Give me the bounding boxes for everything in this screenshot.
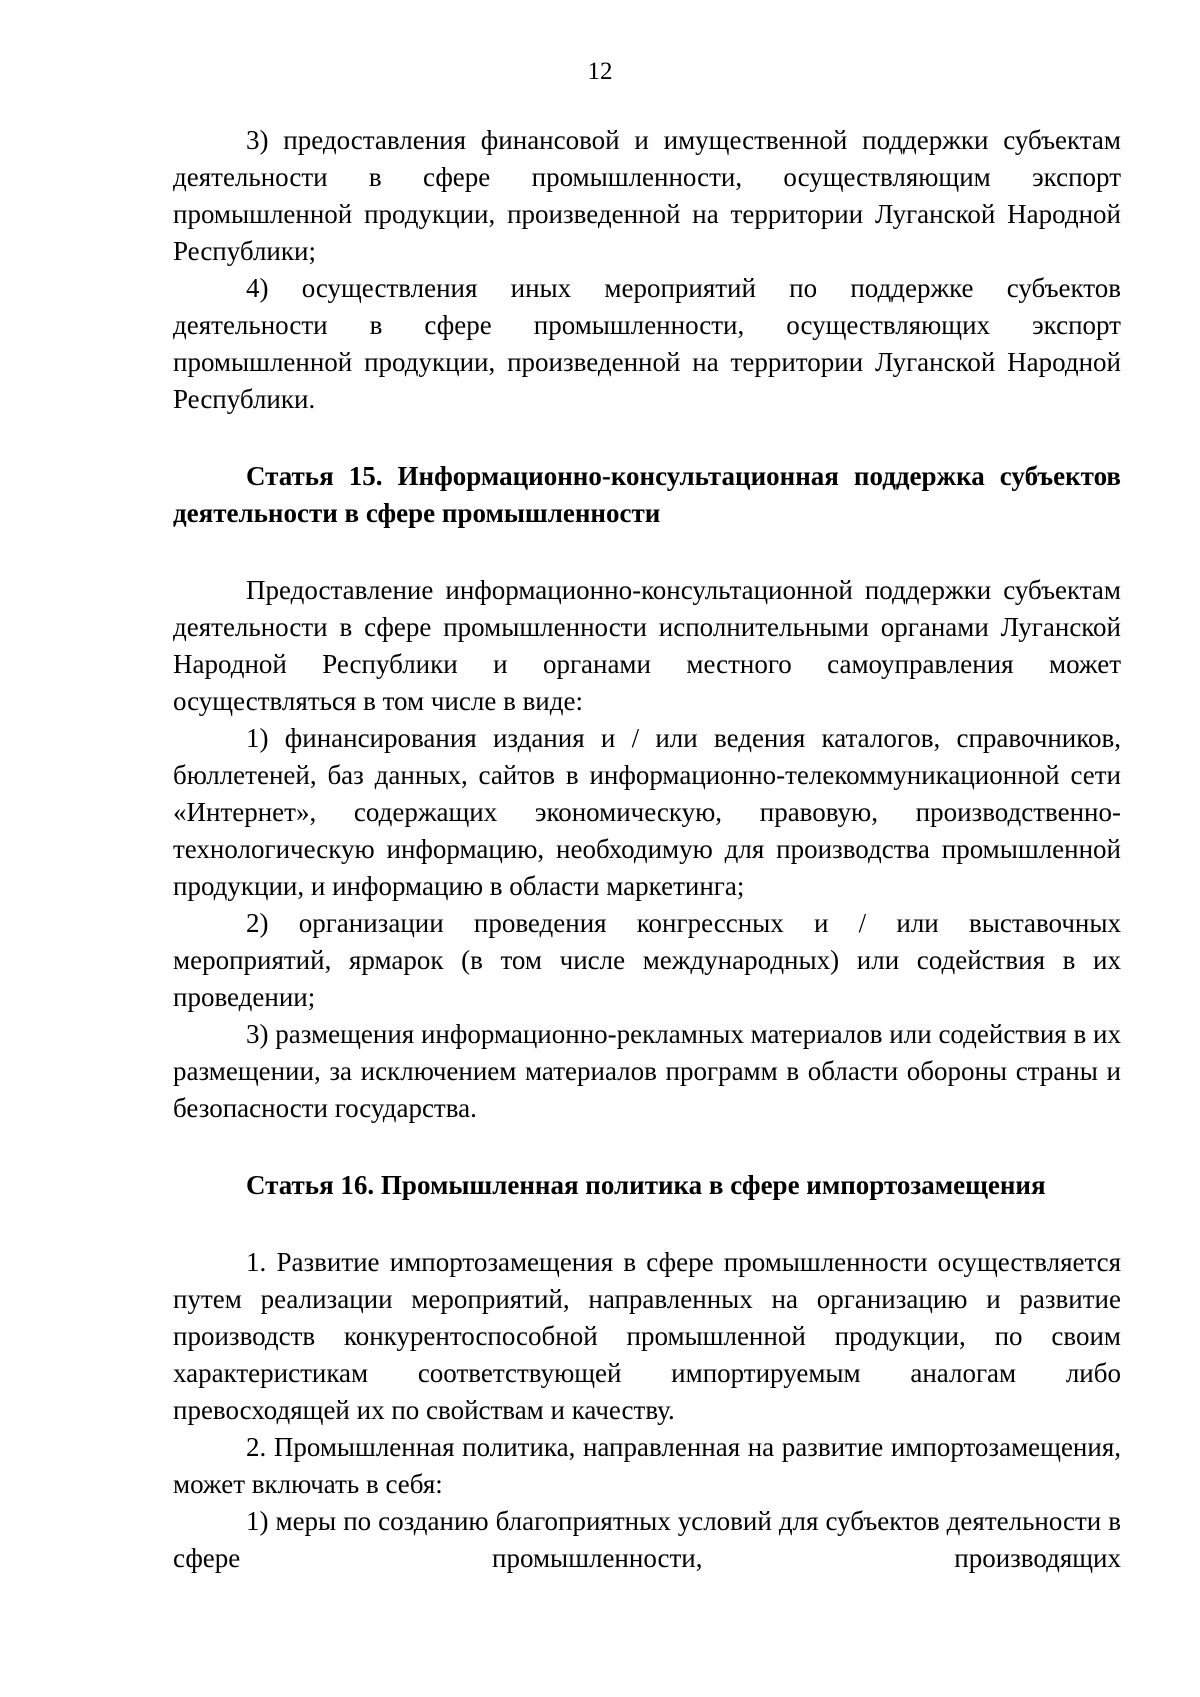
paragraph-export-support-4: 4) осуществления иных мероприятий по поддержке субъектов деятельности в сфере промышленности, осуществляющих экспорт промышленной продукции, произведенной на территории Луганской Народной Республики. [173, 273, 1121, 414]
paragraph-info-support-intro: Предоставление информационно-консультационной поддержки субъектам деятельности в сфере промышленности исполнительными органами Луганской Народной Республики и органами местного самоуправления может осуществляться в том числе в виде: [173, 575, 1121, 716]
paragraph-import-substitution-2-1: 1) меры по созданию благоприятных условий для субъектов деятельности в сфере промышленности, производящих [173, 1506, 1121, 1573]
page-number: 12 [587, 58, 613, 85]
article-15-heading: Статья 15. Информационно-консультационная поддержка субъектов деятельности в сфере промышленности [173, 461, 1121, 528]
article-16-heading: Статья 16. Промышленная политика в сфере импортозамещения [246, 1170, 1046, 1200]
paragraph-export-support-3: 3) предоставления финансовой и имущественной поддержки субъектам деятельности в сфере промышленности, осуществляющим экспорт промышленной продукции, произведенной на территории Луганской Народной Республики; [173, 125, 1121, 266]
paragraph-info-support-2: 2) организации проведения конгрессных и / или выставочных мероприятий, ярмарок (в том числе международных) или содействия в их проведении; [173, 908, 1121, 1012]
paragraph-info-support-3: 3) размещения информационно-рекламных материалов или содействия в их размещении, за исключением материалов программ в области обороны страны и безопасности государства. [173, 1019, 1121, 1123]
paragraph-import-substitution-2: 2. Промышленная политика, направленная на развитие импортозамещения, может включать в себя: [173, 1432, 1121, 1499]
document-body [173, 122, 1121, 1577]
paragraph-import-substitution-1: 1. Развитие импортозамещения в сфере промышленности осуществляется путем реализации мероприятий, направленных на организацию и развитие производств конкурентоспособной промышленной продукции, по своим характеристикам соответствующей импортируемым аналогам либо превосходящей их по свойствам и качеству. [173, 1247, 1121, 1425]
paragraph-info-support-1: 1) финансирования издания и / или ведения каталогов, справочников, бюллетеней, баз данных, сайтов в информационно-телекоммуникационной сети «Интернет», содержащих экономическую, правовую, производственно-технологическую информацию, необходимую для производства промышленной продукции, и информацию в области маркетинга; [173, 723, 1121, 901]
